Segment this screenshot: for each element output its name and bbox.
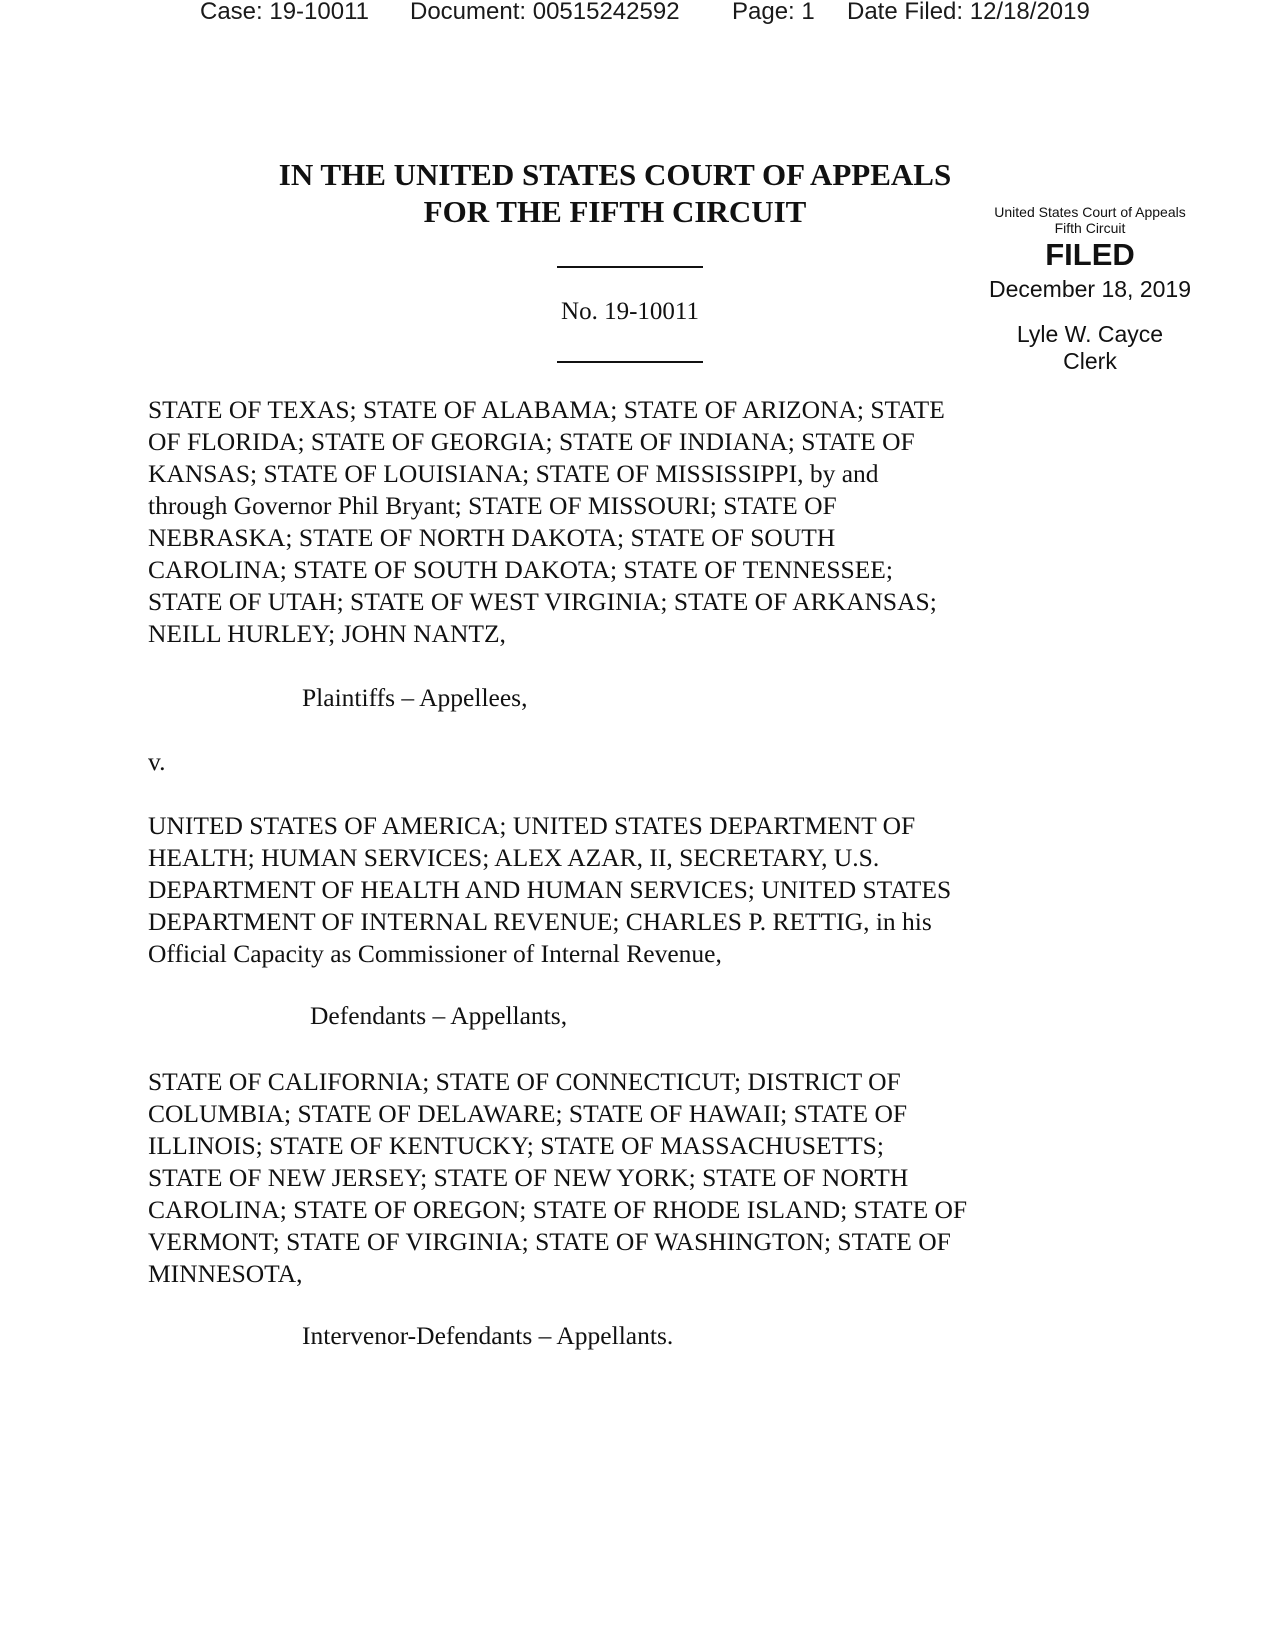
header-case-number: Case: 19-10011 xyxy=(200,0,370,25)
defendants-line: DEPARTMENT OF INTERNAL REVENUE; CHARLES P. RETTIG, in his xyxy=(148,907,932,936)
plaintiffs-line: STATE OF UTAH; STATE OF WEST VIRGINIA; STATE OF ARKANSAS; xyxy=(148,587,937,616)
defendants-line: Official Capacity as Commissioner of Internal Revenue, xyxy=(148,939,722,968)
intervenors-line: CAROLINA; STATE OF OREGON; STATE OF RHODE ISLAND; STATE OF xyxy=(148,1195,968,1224)
intervenors-line: ILLINOIS; STATE OF KENTUCKY; STATE OF MASSACHUSETTS; xyxy=(148,1131,884,1160)
intervenors-line: VERMONT; STATE OF VIRGINIA; STATE OF WASHINGTON; STATE OF xyxy=(148,1227,951,1256)
stamp-court: United States Court of Appeals xyxy=(994,204,1186,220)
intervenors-role: Intervenor-Defendants – Appellants. xyxy=(302,1321,674,1350)
intervenors-line: COLUMBIA; STATE OF DELAWARE; STATE OF HAWAII; STATE OF xyxy=(148,1099,908,1128)
plaintiffs-line: NEBRASKA; STATE OF NORTH DAKOTA; STATE OF SOUTH xyxy=(148,523,836,552)
divider-bottom xyxy=(557,361,703,363)
plaintiffs-list xyxy=(148,394,1108,650)
versus-label: v. xyxy=(148,747,166,776)
defendants-line: DEPARTMENT OF HEALTH AND HUMAN SERVICES; UNITED STATES xyxy=(148,875,952,904)
court-title-line-2: FOR THE FIFTH CIRCUIT xyxy=(423,194,807,229)
plaintiffs-line: NEILL HURLEY; JOHN NANTZ, xyxy=(148,619,506,648)
plaintiffs-role: Plaintiffs – Appellees, xyxy=(302,683,528,712)
intervenors-line: STATE OF NEW JERSEY; STATE OF NEW YORK; STATE OF NORTH xyxy=(148,1163,909,1192)
intervenors-line: STATE OF CALIFORNIA; STATE OF CONNECTICUT; DISTRICT OF xyxy=(148,1067,901,1096)
intervenors-list xyxy=(148,1066,1108,1290)
stamp-date: December 18, 2019 xyxy=(988,276,1191,302)
defendants-role: Defendants – Appellants, xyxy=(310,1001,568,1030)
plaintiffs-line: CAROLINA; STATE OF SOUTH DAKOTA; STATE OF TENNESSEE; xyxy=(148,555,893,584)
plaintiffs-line: STATE OF TEXAS; STATE OF ALABAMA; STATE OF ARIZONA; STATE xyxy=(148,395,945,424)
defendants-line: UNITED STATES OF AMERICA; UNITED STATES DEPARTMENT OF xyxy=(148,811,916,840)
header-document-number: Document: 00515242592 xyxy=(410,0,680,25)
divider-top xyxy=(557,266,703,268)
plaintiffs-line: through Governor Phil Bryant; STATE OF MISSOURI; STATE OF xyxy=(148,491,837,520)
court-title xyxy=(200,156,1030,230)
stamp-clerk-title: Clerk xyxy=(1063,348,1117,374)
header-date-filed: Date Filed: 12/18/2019 xyxy=(847,0,1090,25)
plaintiffs-line: KANSAS; STATE OF LOUISIANA; STATE OF MISSISSIPPI, by and xyxy=(148,459,879,488)
court-title-line-1: IN THE UNITED STATES COURT OF APPEALS xyxy=(278,157,952,192)
plaintiffs-line: OF FLORIDA; STATE OF GEORGIA; STATE OF INDIANA; STATE OF xyxy=(148,427,915,456)
stamp-status: FILED xyxy=(1045,237,1135,272)
defendants-list xyxy=(148,810,1108,970)
defendants-line: HEALTH; HUMAN SERVICES; ALEX AZAR, II, SECRETARY, U.S. xyxy=(148,843,880,872)
case-number: No. 19-10011 xyxy=(561,298,699,325)
stamp-clerk-name: Lyle W. Cayce xyxy=(1016,321,1164,347)
filed-stamp xyxy=(960,204,1220,374)
stamp-circuit: Fifth Circuit xyxy=(1054,220,1126,236)
header-page-number: Page: 1 xyxy=(732,0,815,25)
intervenors-line: MINNESOTA, xyxy=(148,1259,303,1288)
